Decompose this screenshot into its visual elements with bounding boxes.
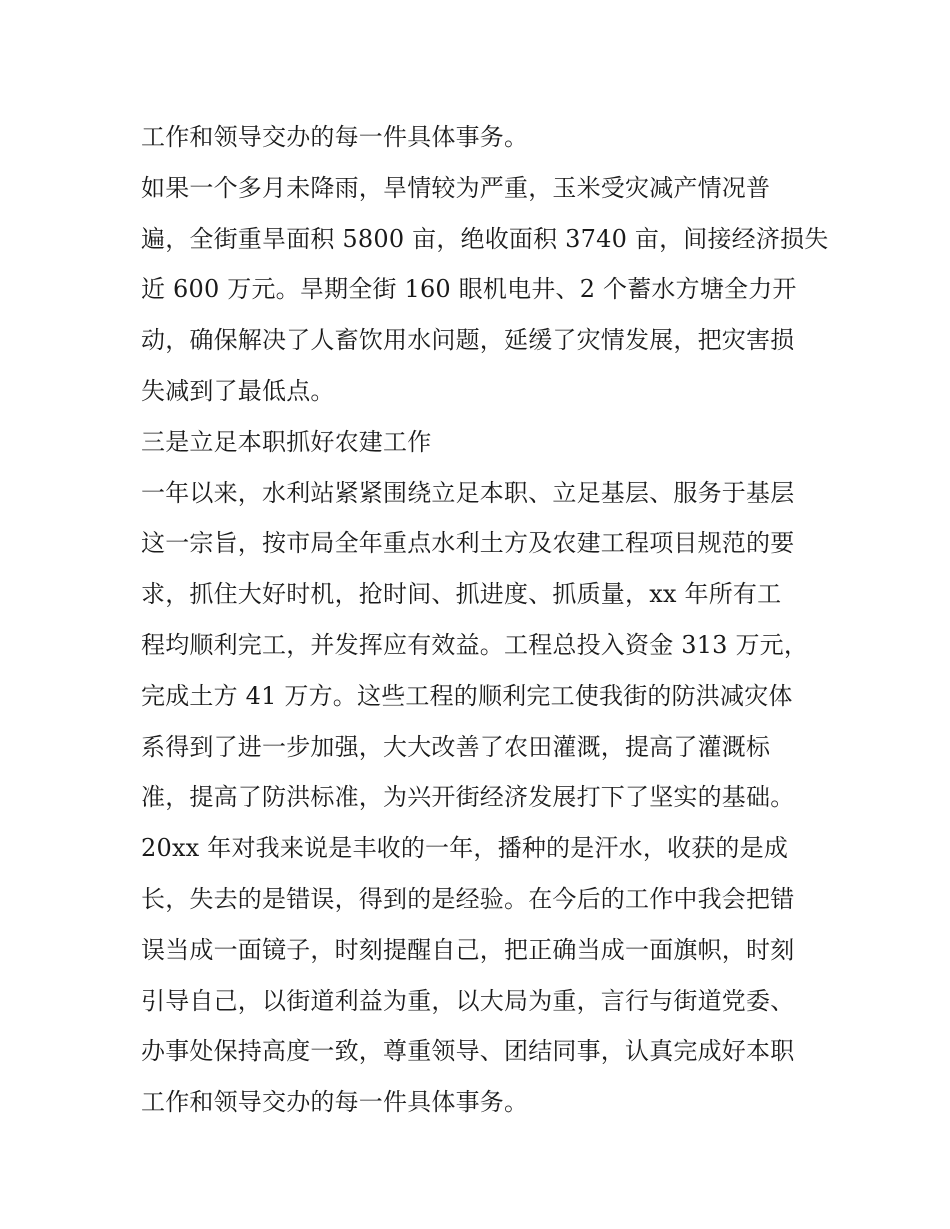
text-line: 引导自己，以街道利益为重，以大局为重，言行与街道党委、 xyxy=(141,986,795,1015)
paragraph-farmland-construction xyxy=(141,468,816,824)
paragraph-drought xyxy=(141,163,829,417)
text-line: 这一宗旨，按市局全年重点水利土方及农建工程项目规范的要 xyxy=(141,529,795,558)
text-line: 20xx 年对我来说是丰收的一年，播种的是汗水，收获的是成 xyxy=(141,834,789,863)
text-line: 办事处保持高度一致，尊重领导、团结同事，认真完成好本职 xyxy=(141,1037,795,1066)
section-heading xyxy=(141,417,816,468)
text-line: 如果一个多月未降雨，旱情较为严重，玉米受灾减产情况普 xyxy=(141,173,771,202)
text-line: 工作和领导交办的每一件具体事务。 xyxy=(141,123,529,151)
document-body xyxy=(141,112,829,1128)
text-line: 准，提高了防洪标准，为兴开街经济发展打下了坚实的基础。 xyxy=(141,783,795,812)
text-line: 动，确保解决了人畜饮用水问题，延缓了灾情发展，把灾害损 xyxy=(141,326,795,355)
text-line: 程均顺利完工，并发挥应有效益。工程总投入资金 313 万元， xyxy=(141,630,809,659)
paragraph-year-summary xyxy=(141,823,816,1128)
heading-line: 三是立足本职抓好农建工作 xyxy=(141,427,432,456)
text-line: 长，失去的是错误，得到的是经验。在今后的工作中我会把错 xyxy=(141,884,795,913)
text-line: 求，抓住大好时机，抢时间、抓进度、抓质量，xx 年所有工 xyxy=(141,580,782,609)
paragraph-closing-fragment xyxy=(141,112,816,163)
text-line: 遍，全街重旱面积 5800 亩，绝收面积 3740 亩，间接经济损失 xyxy=(141,224,829,253)
text-line: 一年以来，水利站紧紧围绕立足本职、立足基层、服务于基层 xyxy=(141,478,795,507)
text-line: 误当成一面镜子，时刻提醒自己，把正确当成一面旗帜，时刻 xyxy=(141,935,795,964)
text-line: 完成土方 41 万方。这些工程的顺利完工使我街的防洪减灾体 xyxy=(141,681,793,710)
text-line: 近 600 万元。旱期全街 160 眼机电井、2 个蓄水方塘全力开 xyxy=(141,275,797,304)
text-line: 系得到了进一步加强，大大改善了农田灌溉，提高了灌溉标 xyxy=(141,732,771,761)
text-line: 工作和领导交办的每一件具体事务。 xyxy=(141,1088,529,1117)
text-line: 失减到了最低点。 xyxy=(141,376,335,405)
